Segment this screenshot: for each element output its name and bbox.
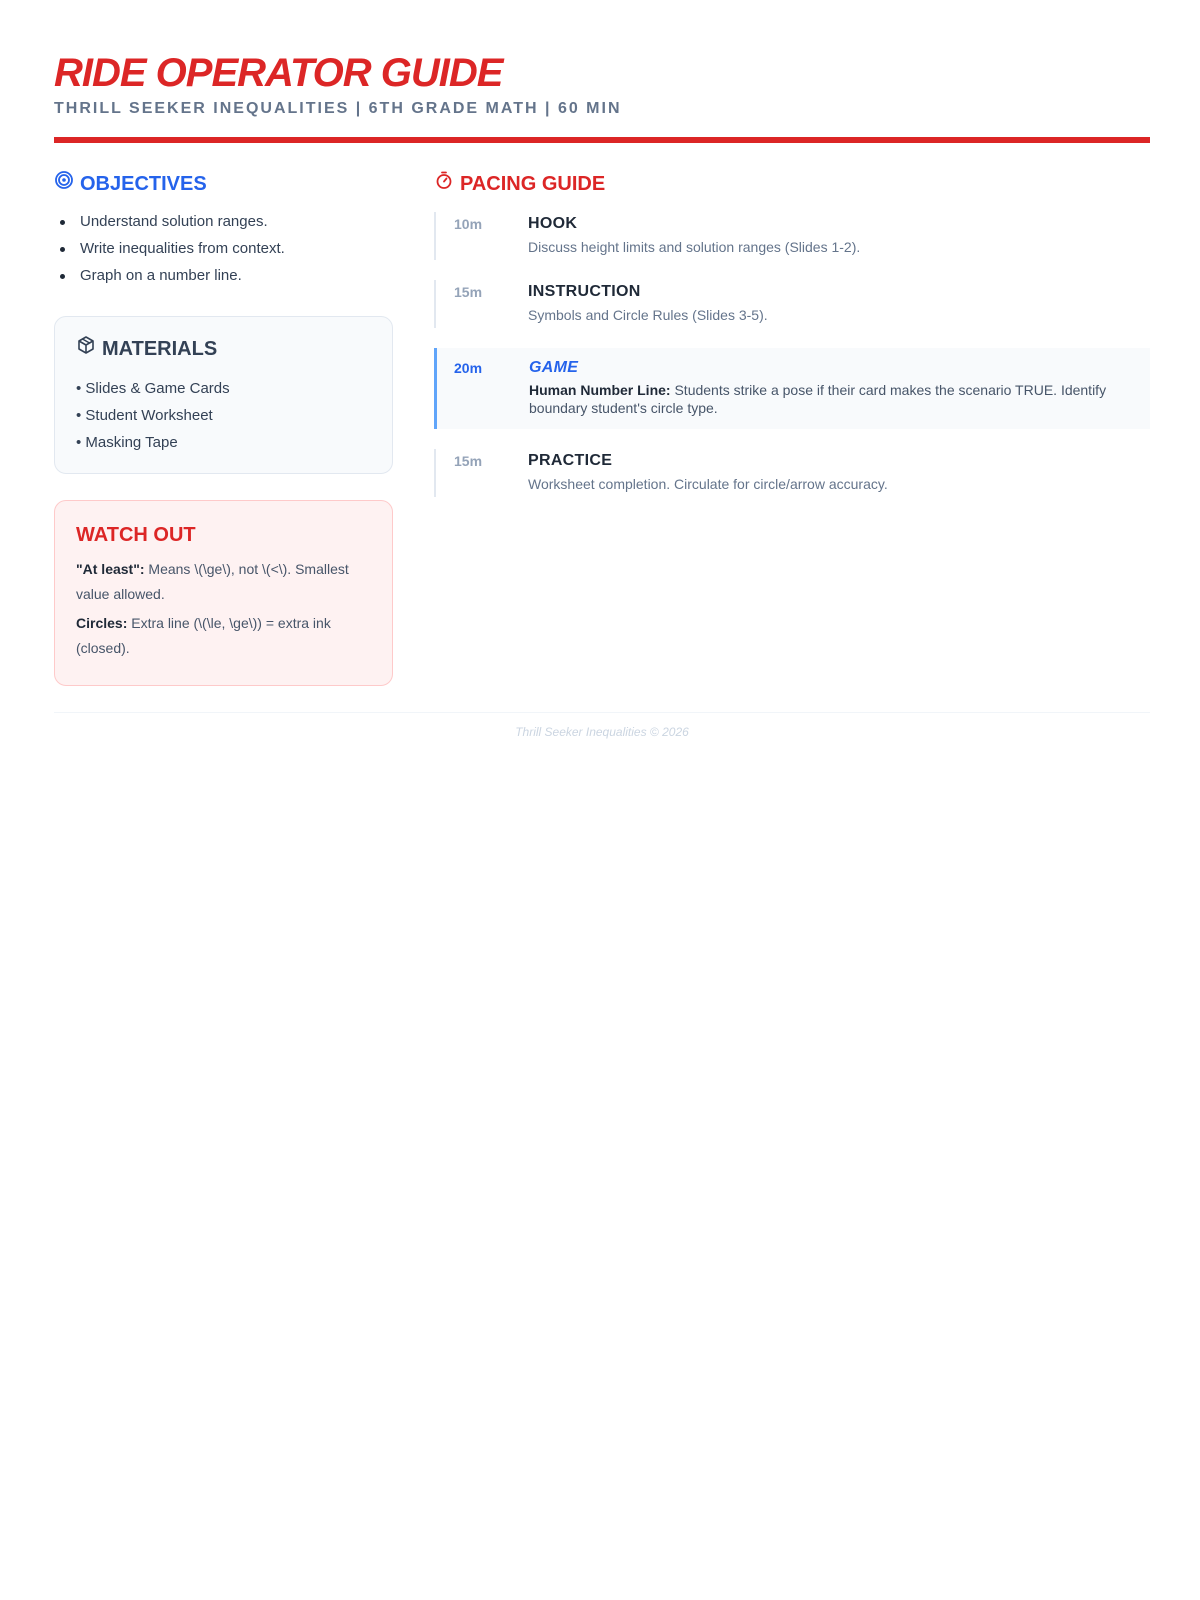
pacing-heading: [434, 170, 1150, 198]
pacing-text: Students strike a pose if their card makes the scenario TRUE. Identify boundary student's circle type.: [529, 382, 1107, 416]
watch-out-term: "At least":: [76, 561, 145, 577]
box-icon: [76, 335, 96, 363]
materials-card: [54, 316, 393, 474]
pacing-time: 15m: [454, 453, 483, 469]
watch-out-term: Circles:: [76, 615, 128, 631]
watch-out-text: Extra line (\(\le, \ge\)) = extra ink (closed).: [76, 615, 331, 656]
objectives-list: [54, 208, 393, 289]
pacing-item-practice: [434, 449, 1150, 497]
list-item: Graph on a number line.: [54, 262, 393, 289]
page-subtitle: THRILL SEEKER INEQUALITIES | 6TH GRADE MATH | 60 MIN: [54, 100, 622, 117]
footer-text: Thrill Seeker Inequalities © 2026: [515, 725, 689, 739]
pacing-item-instruction: [434, 280, 1150, 328]
pacing-item-game: [434, 348, 1150, 429]
pacing-label: PRACTICE: [528, 452, 613, 469]
pacing-label: GAME: [529, 359, 579, 376]
list-item: Understand solution ranges.: [54, 208, 393, 235]
pacing-description: Worksheet completion. Circulate for circle/arrow accuracy.: [528, 476, 888, 492]
list-item: • Masking Tape: [76, 434, 178, 451]
right-column: [434, 170, 1150, 497]
watch-out-title: WATCH OUT: [76, 524, 196, 546]
pacing-term: Human Number Line:: [529, 382, 671, 398]
materials-list: [76, 375, 371, 456]
list-item: • Slides & Game Cards: [76, 380, 230, 397]
pacing-label: HOOK: [528, 215, 578, 232]
materials-heading: [76, 335, 371, 363]
pacing-item-hook: [434, 212, 1150, 260]
watch-out-text: Means \(\ge\), not \(<\). Smallest value allowed.: [76, 561, 349, 602]
pacing-time: 10m: [454, 216, 483, 232]
list-item: • Student Worksheet: [76, 407, 213, 424]
watch-out-note: [76, 611, 371, 661]
pacing-timeline: [434, 212, 1150, 497]
watch-out-card: [54, 500, 393, 686]
pacing-description: [529, 381, 1140, 417]
pacing-time: 20m: [454, 360, 483, 376]
left-column: [54, 170, 393, 656]
objectives-title: OBJECTIVES: [80, 173, 207, 195]
footer-divider: [54, 712, 1150, 713]
list-item: Write inequalities from context.: [54, 235, 393, 262]
objectives-heading: [54, 170, 393, 198]
page-title: RIDE OPERATOR GUIDE: [54, 51, 503, 95]
pacing-label: INSTRUCTION: [528, 283, 641, 300]
header-divider: [54, 137, 1150, 143]
watch-out-note: [76, 557, 371, 607]
pacing-title: PACING GUIDE: [460, 173, 606, 195]
stopwatch-icon: [434, 170, 454, 198]
pacing-description: Discuss height limits and solution ranges (Slides 1-2).: [528, 239, 861, 255]
pacing-description: Symbols and Circle Rules (Slides 3-5).: [528, 307, 768, 323]
target-icon: [54, 170, 74, 198]
materials-title: MATERIALS: [102, 338, 218, 360]
pacing-time: 15m: [454, 284, 483, 300]
